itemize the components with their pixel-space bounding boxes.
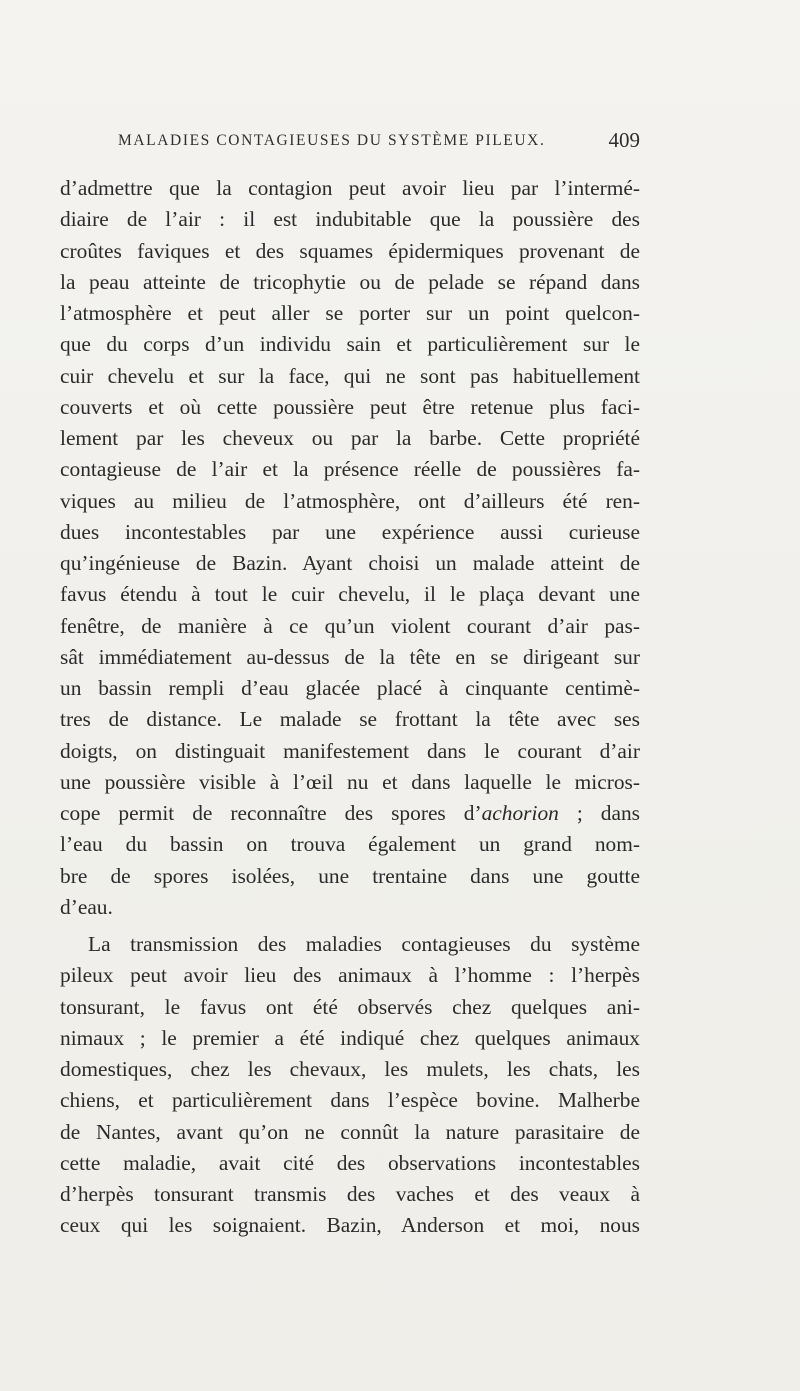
page-number: 409 — [608, 128, 640, 152]
text-line: d’admettre que la contagion peut avoir lieu par l’intermé- — [60, 176, 640, 200]
text-line: tres de distance. Le malade se frottant la tête avec ses — [60, 707, 640, 732]
text-line: l’atmosphère et peut aller se porter sur un point quelcon- — [60, 301, 640, 325]
text-line: pileux peut avoir lieu des animaux à l’homme : l’herpès — [60, 963, 640, 988]
text-line: La transmission des maladies contagieuses du système — [88, 932, 640, 956]
italic-term: achorion — [481, 801, 559, 825]
text-line: sât immédiatement au-dessus de la tête en se dirigeant sur — [60, 644, 640, 669]
text-line: croûtes faviques et des squames épidermiques provenant de — [60, 238, 640, 263]
text-line: dues incontestables par une expérience aussi curieuse — [60, 519, 640, 544]
text-line: de Nantes, avant qu’on ne connût la nature parasitaire de — [60, 1119, 640, 1144]
text-line: doigts, on distinguait manifestement dans le courant d’air — [60, 738, 640, 763]
text-line: une poussière visible à l’œil nu et dans laquelle le micros- — [60, 769, 640, 794]
text-line: d’herpès tonsurant transmis des vaches et des veaux à — [60, 1182, 640, 1206]
text-fragment: ; dans — [558, 801, 640, 825]
text-line: chiens, et particulièrement dans l’espèce bovine. Malherbe — [60, 1088, 640, 1113]
text-line: contagieuse de l’air et la présence réelle de poussières fa- — [60, 457, 640, 482]
text-line: qu’ingénieuse de Bazin. Ayant choisi un malade atteint de — [60, 551, 640, 575]
paragraph-1 — [60, 173, 640, 923]
text-line: tonsurant, le favus ont été observés chez quelques ani- — [60, 994, 640, 1019]
text-line: la peau atteinte de tricophytie ou de pelade se répand dans — [60, 269, 640, 294]
text-line: cette maladie, avait cité des observations incontestables — [60, 1150, 640, 1175]
text-line: nimaux ; le premier a été indiqué chez quelques animaux — [60, 1025, 640, 1050]
text-line: fenêtre, de manière à ce qu’un violent courant d’air pas- — [60, 613, 640, 638]
text-line-with-italic — [60, 798, 640, 829]
text-line: lement par les cheveux ou par la barbe. Cette propriété — [60, 426, 640, 450]
paragraph-2 — [60, 929, 640, 1242]
text-line: ceux qui les soignaient. Bazin, Anderson et moi, nous — [60, 1213, 640, 1238]
text-line: viques au milieu de l’atmosphère, ont d’ailleurs été ren- — [60, 488, 640, 513]
running-head: MALADIES CONTAGIEUSES DU SYSTÈME PILEUX. — [118, 132, 546, 149]
text-line: que du corps d’un individu sain et particulièrement sur le — [60, 332, 640, 357]
text-line: domestiques, chez les chevaux, les mulets, les chats, les — [60, 1057, 640, 1081]
text-line: diaire de l’air : il est indubitable que la poussière des — [60, 207, 640, 232]
text-line: d’eau. — [60, 894, 113, 919]
text-line: l’eau du bassin on trouva également un grand nom- — [60, 832, 640, 857]
body-text — [60, 173, 640, 1242]
text-line: bre de spores isolées, une trentaine dans une goutte — [60, 863, 640, 888]
text-line: un bassin rempli d’eau glacée placé à cinquante centimè- — [60, 676, 640, 700]
text-line: cuir chevelu et sur la face, qui ne sont pas habituellement — [60, 363, 640, 388]
page-header — [118, 128, 640, 158]
text-line: favus étendu à tout le cuir chevelu, il le plaça devant une — [60, 582, 640, 607]
text-fragment: cope permit de reconnaître des spores d’ — [60, 801, 482, 825]
text-line: couverts et où cette poussière peut être retenue plus faci- — [60, 394, 640, 419]
